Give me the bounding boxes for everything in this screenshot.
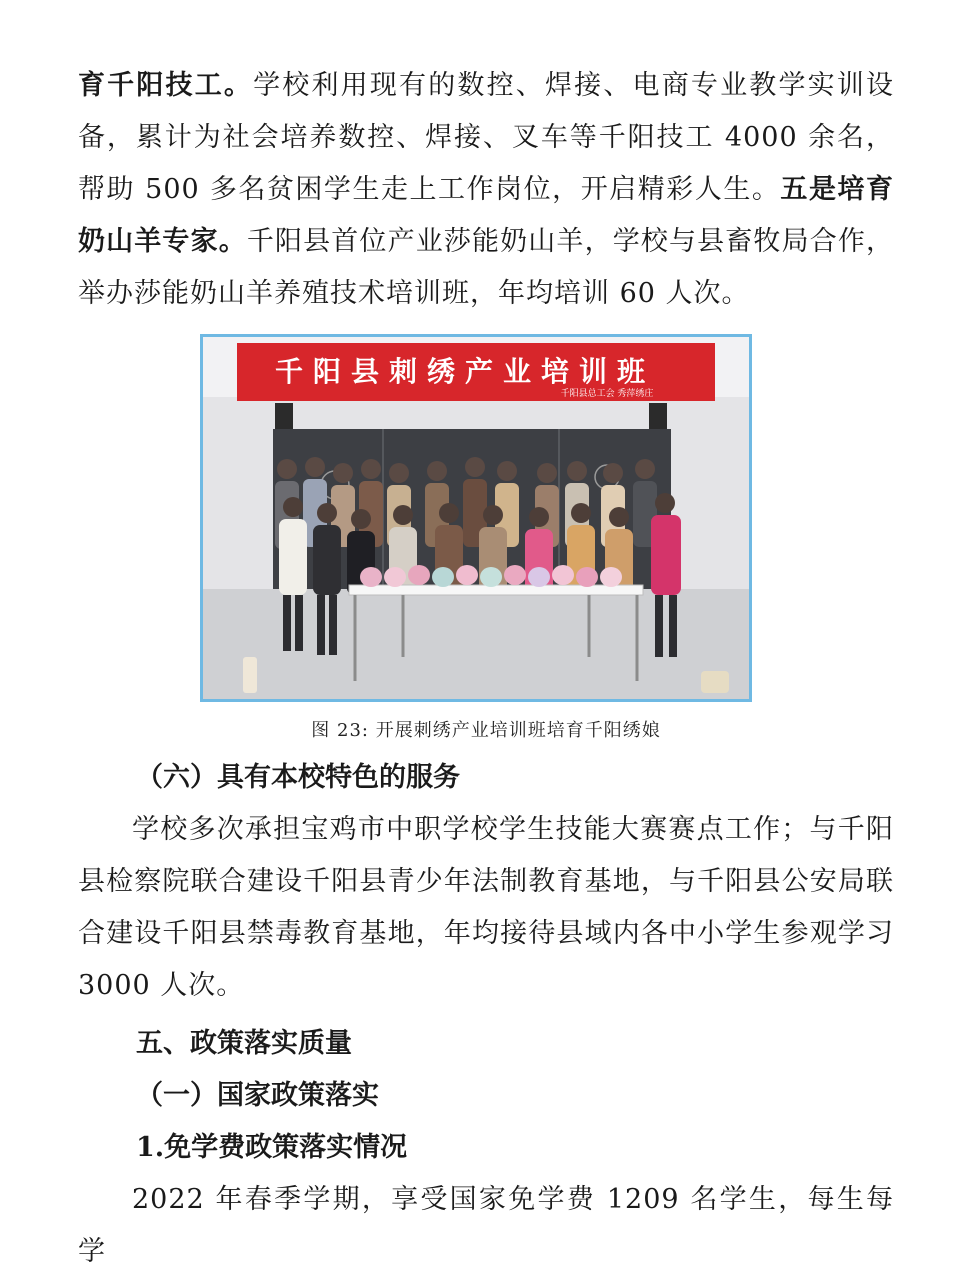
photo-illustration [203, 337, 749, 699]
intro-text: 学校利用现有的数控、焊接、电商专业教学实训设备，累计为社会培养数控、焊接、叉车等千阳技工 4000 余名，帮助 500 多名贫困学生走上工作岗位，开启精彩人生。 [78, 70, 895, 205]
subsection-1-1-heading: 1.免学费政策落实情况 [136, 1132, 408, 1163]
banner-subtitle: 千阳县总工会 秀萍绣庄 [560, 389, 654, 399]
section-6-heading: （六）具有本校特色的服务 [136, 762, 460, 793]
mid-phrase: 五是培育奶山羊专家。 [78, 174, 895, 257]
intro-tail-text: 千阳县首位产业莎能奶山羊，学校与县畜牧局合作，举办莎能奶山羊养殖技术培训班，年均培训 60 人次。 [78, 226, 895, 309]
subsection-1-1-body: 2022 年春季学期，享受国家免学费 1209 名学生，每生每学 [78, 1184, 894, 1267]
banner-title: 千阳县刺绣产业培训班 [274, 355, 656, 388]
section-5-heading: 五、政策落实质量 [136, 1028, 352, 1059]
document-page [78, 60, 894, 1278]
embroidery-items [360, 565, 622, 587]
lead-phrase: 育千阳技工。 [78, 70, 254, 101]
training-class-photo [200, 334, 752, 702]
intro-paragraph [78, 60, 894, 320]
figure-caption: 图 23: 开展刺绣产业培训班培育千阳绣娘 [311, 720, 661, 741]
section-6-body: 学校多次承担宝鸡市中职学校学生技能大赛赛点工作；与千阳县检察院联合建设千阳县青少年法制教育基地，与千阳县公安局联合建设千阳县禁毒教育基地，年均接待县域内各中小学生参观学习 3000 人次。 [78, 814, 894, 1001]
subsection-1-heading: （一）国家政策落实 [136, 1080, 379, 1111]
